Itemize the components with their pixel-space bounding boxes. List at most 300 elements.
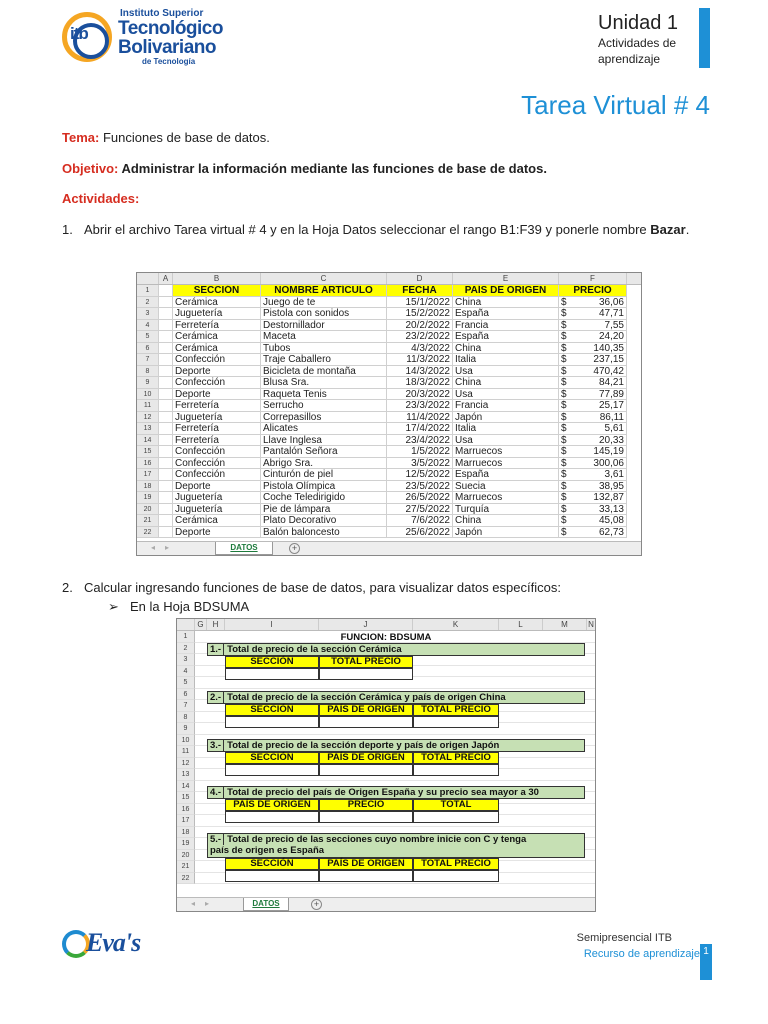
item2-number: 2. [62, 580, 73, 595]
table-cell[interactable]: Deporte [173, 527, 261, 539]
table-cell[interactable] [159, 469, 173, 481]
bullet-bdsuma [108, 597, 408, 617]
table-cell[interactable] [159, 527, 173, 539]
table-cell[interactable]: 15/1/2022 [387, 297, 453, 309]
row-number[interactable]: 17 [177, 815, 195, 827]
table-row [137, 527, 641, 539]
unit-accent-bar [699, 8, 710, 68]
q2-header-pais: PAÍS DE ORIGEN [319, 704, 413, 716]
table-cell[interactable]: Juego de te [261, 297, 387, 309]
row-number[interactable]: 18 [137, 481, 159, 493]
row-number[interactable]: 2 [177, 643, 195, 655]
table-cell[interactable]: Maceta [261, 331, 387, 343]
table-cell[interactable]: Plato Decorativo [261, 515, 387, 527]
row-number[interactable]: 21 [177, 861, 195, 873]
price-cell[interactable] [559, 527, 627, 539]
row-number[interactable]: 7 [177, 700, 195, 712]
row-number[interactable]: 4 [137, 320, 159, 332]
row-number[interactable]: 3 [137, 308, 159, 320]
table-cell[interactable]: Suecia [453, 481, 559, 493]
table-cell[interactable]: China [453, 297, 559, 309]
table-cell[interactable]: Japón [453, 412, 559, 424]
column-header-row: G H I J K L M N [177, 619, 595, 631]
currency-symbol: $ [561, 492, 567, 503]
table-row [137, 297, 641, 309]
evas-logo-text: Eva's [86, 928, 141, 957]
item1-number: 1. [62, 222, 73, 237]
unit-sub1: Actividades de [598, 36, 677, 50]
q2-header-seccion: SECCIÓN [225, 704, 319, 716]
column-header-row [137, 273, 641, 285]
objetivo-line [62, 161, 547, 176]
price-cell[interactable] [559, 515, 627, 527]
table-cell[interactable]: 3/5/2022 [387, 458, 453, 470]
datos-spreadsheet [136, 272, 642, 556]
table-cell[interactable]: 12/5/2022 [387, 469, 453, 481]
table-cell[interactable]: 20/2/2022 [387, 320, 453, 332]
table-row [137, 423, 641, 435]
currency-symbol: $ [561, 319, 567, 331]
price-value: 33,13 [598, 503, 624, 515]
table-cell[interactable]: 25/6/2022 [387, 527, 453, 539]
price-cell[interactable] [559, 412, 627, 424]
table-cell[interactable]: Cerámica [173, 515, 261, 527]
table-cell[interactable]: Japón [453, 527, 559, 539]
logo-line1: Instituto Superior [120, 8, 204, 19]
table-cell[interactable]: Usa [453, 389, 559, 401]
q2-input-pais[interactable] [319, 716, 413, 728]
table-cell[interactable]: Cerámica [173, 331, 261, 343]
price-cell[interactable] [559, 297, 627, 309]
table-row [137, 435, 641, 447]
data-rows [137, 297, 641, 539]
row-number[interactable]: 5 [137, 331, 159, 343]
table-cell[interactable] [159, 458, 173, 470]
table-cell[interactable]: 11/4/2022 [387, 412, 453, 424]
table-cell[interactable]: Serrucho [261, 400, 387, 412]
table-cell[interactable]: 18/3/2022 [387, 377, 453, 389]
price-cell[interactable] [559, 331, 627, 343]
table-row [137, 492, 641, 504]
row-number[interactable]: 18 [177, 827, 195, 839]
q2-header-total: TOTAL PRECIO [413, 704, 499, 716]
row-number[interactable]: 15 [177, 792, 195, 804]
header-nombre: NOMBRE ARTÍCULO [261, 285, 387, 297]
itb-logo [62, 6, 232, 70]
table-cell[interactable]: Bicicleta de montaña [261, 366, 387, 378]
table-cell[interactable]: Turquía [453, 504, 559, 516]
currency-symbol: $ [561, 365, 567, 377]
currency-symbol: $ [561, 411, 567, 423]
row-number[interactable]: 5 [177, 677, 195, 689]
table-cell[interactable]: Juguetería [173, 504, 261, 516]
footer-line1: Semipresencial ITB [576, 932, 672, 944]
table-cell[interactable]: China [453, 515, 559, 527]
page-number: 1 [700, 944, 712, 980]
table-cell[interactable]: 17/4/2022 [387, 423, 453, 435]
table-cell[interactable]: Pistola con sonidos [261, 308, 387, 320]
row-number[interactable]: 21 [137, 515, 159, 527]
table-cell[interactable]: Pantalón Señora [261, 446, 387, 458]
table-cell[interactable]: 14/3/2022 [387, 366, 453, 378]
price-value: 237,15 [593, 354, 624, 365]
row-number[interactable]: 12 [177, 758, 195, 770]
price-value: 77,89 [598, 388, 624, 400]
table-cell[interactable] [159, 366, 173, 378]
price-value: 38,95 [598, 480, 624, 492]
currency-symbol: $ [561, 434, 567, 446]
bullet-text: En la Hoja BDSUMA [130, 599, 250, 614]
table-cell[interactable]: Italia [453, 423, 559, 435]
footer-line2: Recurso de aprendizaje [583, 948, 700, 960]
table-cell[interactable]: China [453, 377, 559, 389]
table-cell[interactable]: Ferretería [173, 435, 261, 447]
tema-line [62, 130, 270, 145]
table-cell[interactable]: Tubos [261, 343, 387, 355]
table-cell[interactable]: China [453, 343, 559, 355]
table-cell[interactable]: Ferretería [173, 423, 261, 435]
table-cell[interactable] [159, 354, 173, 366]
row-number[interactable]: 11 [137, 400, 159, 412]
table-cell[interactable]: Raqueta Tenis [261, 389, 387, 401]
q5-header-seccion: SECCIÓN [225, 858, 319, 870]
table-row [137, 481, 641, 493]
table-row [137, 331, 641, 343]
q4-header-total: TOTAL [413, 799, 499, 811]
table-cell[interactable]: 20/3/2022 [387, 389, 453, 401]
table-cell[interactable] [159, 389, 173, 401]
row-number[interactable]: 2 [137, 297, 159, 309]
q1-input-seccion[interactable] [225, 668, 319, 680]
q4-input-pais[interactable] [225, 811, 319, 823]
currency-symbol: $ [561, 457, 567, 469]
question-3: 3.- Total de precio de la sección deporte y país de origen Japón [207, 739, 585, 752]
table-cell[interactable] [159, 308, 173, 320]
price-cell[interactable] [559, 308, 627, 320]
row-number[interactable]: 14 [137, 435, 159, 447]
table-cell[interactable]: Deporte [173, 481, 261, 493]
col-letter[interactable]: C [261, 273, 387, 284]
header-precio: PRECIO [559, 285, 627, 297]
currency-symbol: $ [561, 331, 567, 342]
row-number[interactable]: 10 [137, 389, 159, 401]
currency-symbol: $ [561, 308, 567, 319]
table-cell[interactable]: Alicates [261, 423, 387, 435]
table-cell[interactable] [159, 481, 173, 493]
q3-header-total: TOTAL PRECIO [413, 752, 499, 764]
price-value: 140,35 [593, 342, 624, 354]
currency-symbol: $ [561, 423, 567, 434]
row-number[interactable]: 19 [137, 492, 159, 504]
col-letter[interactable]: A [159, 273, 173, 284]
q3-header-seccion: SECCIÓN [225, 752, 319, 764]
row-number[interactable]: 8 [177, 712, 195, 724]
price-cell[interactable] [559, 343, 627, 355]
tab-datos[interactable]: DATOS [215, 542, 273, 555]
price-value: 45,08 [598, 515, 624, 526]
bdsuma-spreadsheet [176, 618, 596, 912]
table-cell[interactable]: Traje Caballero [261, 354, 387, 366]
price-cell[interactable] [559, 423, 627, 435]
table-cell[interactable]: Francia [453, 320, 559, 332]
table-cell[interactable]: 23/3/2022 [387, 400, 453, 412]
q3-result[interactable] [413, 764, 499, 776]
tab-nav-arrows[interactable]: ◂▸ [191, 899, 220, 908]
activity-item-2 [62, 578, 712, 598]
row-number[interactable]: 1 [177, 631, 195, 643]
price-value: 3,61 [604, 469, 624, 480]
table-cell[interactable]: 15/2/2022 [387, 308, 453, 320]
table-cell[interactable]: Deporte [173, 366, 261, 378]
price-cell[interactable] [559, 400, 627, 412]
price-cell[interactable] [559, 377, 627, 389]
price-cell[interactable] [559, 389, 627, 401]
activity-item-1 [62, 220, 712, 240]
table-cell[interactable]: España [453, 308, 559, 320]
unit-title: Unidad 1 [598, 12, 679, 34]
unit-heading [598, 12, 698, 67]
row-number[interactable]: 19 [177, 838, 195, 850]
table-cell[interactable] [159, 492, 173, 504]
table-cell[interactable]: 11/3/2022 [387, 354, 453, 366]
evas-logo [62, 928, 158, 978]
row-number[interactable]: 16 [137, 458, 159, 470]
row-number[interactable]: 22 [137, 527, 159, 539]
row-number[interactable]: 15 [137, 446, 159, 458]
row-number[interactable]: 12 [137, 412, 159, 424]
price-value: 86,11 [599, 411, 624, 423]
header-seccion: SECCIÓN [173, 285, 261, 297]
tema-label: Tema: [62, 130, 100, 145]
price-value: 25,17 [598, 400, 624, 411]
table-row [137, 354, 641, 366]
row-number[interactable]: 22 [177, 873, 195, 885]
row-number[interactable]: 9 [177, 723, 195, 735]
col-letter[interactable]: D [387, 273, 453, 284]
add-sheet-icon[interactable]: + [289, 543, 300, 554]
price-value: 47,71 [598, 308, 624, 319]
row-number[interactable]: 14 [177, 781, 195, 793]
row-number[interactable]: 20 [177, 850, 195, 862]
row-number[interactable]: 11 [177, 746, 195, 758]
table-row [137, 469, 641, 481]
price-value: 84,21 [598, 377, 624, 388]
currency-symbol: $ [561, 469, 567, 480]
add-sheet-icon[interactable]: + [311, 899, 322, 910]
table-cell[interactable]: Deporte [173, 389, 261, 401]
price-value: 24,20 [598, 331, 624, 342]
row-number[interactable]: 8 [137, 366, 159, 378]
table-cell[interactable]: Abrigo Sra. [261, 458, 387, 470]
table-cell[interactable]: Pistola Olímpica [261, 481, 387, 493]
price-value: 20,33 [598, 434, 624, 446]
row-number[interactable]: 7 [137, 354, 159, 366]
sheet-tabs [137, 541, 641, 555]
header-fecha: FECHA [387, 285, 453, 297]
table-cell[interactable]: Marruecos [453, 458, 559, 470]
currency-symbol: $ [561, 354, 567, 365]
table-row [137, 412, 641, 424]
q1-header-total: TOTAL PRECIO [319, 656, 413, 668]
q4-result[interactable] [413, 811, 499, 823]
row-number[interactable]: 16 [177, 804, 195, 816]
table-cell[interactable]: Juguetería [173, 308, 261, 320]
q4-header-pais: PAÍS DE ORIGEN [225, 799, 319, 811]
table-cell[interactable]: Usa [453, 435, 559, 447]
table-cell[interactable]: Marruecos [453, 446, 559, 458]
price-cell[interactable] [559, 435, 627, 447]
table-cell[interactable]: Italia [453, 354, 559, 366]
q2-result[interactable] [413, 716, 499, 728]
table-cell[interactable] [159, 400, 173, 412]
table-cell[interactable]: Confección [173, 458, 261, 470]
row-number[interactable]: 17 [137, 469, 159, 481]
logo-line3: Bolivariano [118, 37, 216, 58]
table-row [137, 515, 641, 527]
table-cell[interactable]: 23/2/2022 [387, 331, 453, 343]
table-cell[interactable]: Francia [453, 400, 559, 412]
col-letter[interactable]: F [559, 273, 627, 284]
table-row [137, 366, 641, 378]
table-cell[interactable]: Destornillador [261, 320, 387, 332]
table-cell[interactable]: Cerámica [173, 343, 261, 355]
q3-input-seccion[interactable] [225, 764, 319, 776]
table-cell[interactable]: Confección [173, 469, 261, 481]
table-cell[interactable]: España [453, 331, 559, 343]
q4-header-precio: PRECIO [319, 799, 413, 811]
price-cell[interactable] [559, 446, 627, 458]
q5-input-pais[interactable] [319, 870, 413, 882]
table-row [137, 343, 641, 355]
table-cell[interactable]: Blusa Sra. [261, 377, 387, 389]
table-cell[interactable]: 4/3/2022 [387, 343, 453, 355]
price-cell[interactable] [559, 354, 627, 366]
price-cell[interactable] [559, 481, 627, 493]
header-pais: PAÍS DE ORIGEN [453, 285, 559, 297]
table-cell[interactable] [159, 343, 173, 355]
table-cell[interactable]: Balón baloncesto [261, 527, 387, 539]
row-number[interactable]: 9 [137, 377, 159, 389]
q3-input-pais[interactable] [319, 764, 413, 776]
currency-symbol: $ [561, 342, 567, 354]
table-cell[interactable] [159, 412, 173, 424]
col-letter[interactable]: B [173, 273, 261, 284]
table-cell[interactable]: Cerámica [173, 297, 261, 309]
col-letter[interactable] [137, 273, 159, 284]
table-cell[interactable] [159, 446, 173, 458]
table-cell[interactable]: 7/6/2022 [387, 515, 453, 527]
col-letter[interactable]: E [453, 273, 559, 284]
table-cell[interactable]: Confección [173, 354, 261, 366]
table-row [137, 389, 641, 401]
table-cell[interactable]: Usa [453, 366, 559, 378]
table-cell[interactable] [159, 297, 173, 309]
q2-input-seccion[interactable] [225, 716, 319, 728]
question-4: 4.- Total de precio del país de Origen España y su precio sea mayor a 30 [207, 786, 585, 799]
currency-symbol: $ [561, 388, 567, 400]
currency-symbol: $ [561, 515, 567, 526]
table-cell[interactable]: Confección [173, 377, 261, 389]
tab-nav-arrows[interactable]: ◂▸ [151, 543, 180, 552]
currency-symbol: $ [561, 503, 567, 515]
table-cell[interactable]: 27/5/2022 [387, 504, 453, 516]
table-cell[interactable]: España [453, 469, 559, 481]
table-cell[interactable] [159, 377, 173, 389]
price-cell[interactable] [559, 469, 627, 481]
row-number[interactable]: 3 [177, 654, 195, 666]
q1-result[interactable] [319, 668, 413, 680]
table-cell[interactable]: 26/5/2022 [387, 492, 453, 504]
arrow-bullet-icon: ➢ [108, 599, 119, 614]
table-cell[interactable]: 23/4/2022 [387, 435, 453, 447]
table-cell[interactable] [159, 504, 173, 516]
table-cell[interactable]: Correpasillos [261, 412, 387, 424]
row-number[interactable]: 4 [177, 666, 195, 678]
price-cell[interactable] [559, 492, 627, 504]
price-cell[interactable] [559, 458, 627, 470]
price-cell[interactable] [559, 504, 627, 516]
row-number[interactable]: 10 [177, 735, 195, 747]
price-value: 5,61 [604, 423, 624, 434]
row-number[interactable]: 13 [137, 423, 159, 435]
price-value: 36,06 [598, 296, 624, 308]
task-title: Tarea Virtual # 4 [521, 90, 710, 120]
q5-input-seccion[interactable] [225, 870, 319, 882]
table-cell[interactable]: Ferretería [173, 320, 261, 332]
table-cell[interactable]: Cinturón de piel [261, 469, 387, 481]
table-cell[interactable]: 1/5/2022 [387, 446, 453, 458]
question-1: 1.- Total de precio de la sección Cerámica [207, 643, 585, 656]
row-number[interactable]: 6 [177, 689, 195, 701]
table-cell[interactable]: Llave Inglesa [261, 435, 387, 447]
table-cell[interactable]: Marruecos [453, 492, 559, 504]
currency-symbol: $ [561, 480, 567, 492]
header-row: 1 SECCIÓN NOMBRE ARTÍCULO FECHA PAÍS DE ORIGEN PRECIO [137, 285, 641, 297]
price-value: 7,55 [604, 319, 624, 331]
row-number[interactable]: 20 [137, 504, 159, 516]
table-cell[interactable]: Juguetería [173, 492, 261, 504]
table-cell[interactable]: Pie de lámpara [261, 504, 387, 516]
currency-symbol: $ [561, 296, 567, 308]
table-cell[interactable]: Confección [173, 446, 261, 458]
price-cell[interactable] [559, 320, 627, 332]
table-cell[interactable] [159, 320, 173, 332]
objetivo-text: Administrar la información mediante las funciones de base de datos. [118, 161, 547, 176]
table-cell[interactable] [159, 331, 173, 343]
item2-text: Calcular ingresando funciones de base de datos, para visualizar datos específicos: [84, 580, 561, 595]
row-number[interactable]: 6 [137, 343, 159, 355]
q3-header-pais: PAÍS DE ORIGEN [319, 752, 413, 764]
objetivo-label: Objetivo: [62, 161, 119, 176]
item1-text: Abrir el archivo Tarea virtual # 4 y en la Hoja Datos seleccionar el rango B1:F39 y ponerle nombre [84, 222, 651, 237]
price-value: 470,42 [593, 365, 624, 377]
table-cell[interactable]: 23/5/2022 [387, 481, 453, 493]
price-cell[interactable] [559, 366, 627, 378]
table-cell[interactable]: Juguetería [173, 412, 261, 424]
table-cell[interactable] [159, 515, 173, 527]
table-cell[interactable] [159, 435, 173, 447]
table-cell[interactable]: Coche Teledirigido [261, 492, 387, 504]
table-cell[interactable] [159, 423, 173, 435]
table-row [137, 504, 641, 516]
q5-result[interactable] [413, 870, 499, 882]
tab-datos[interactable]: DATOS [243, 898, 289, 911]
q4-input-precio[interactable] [319, 811, 413, 823]
currency-symbol: $ [561, 400, 567, 411]
table-cell[interactable]: Ferretería [173, 400, 261, 412]
logo-line2: Tecnológico [118, 18, 223, 39]
row-number[interactable]: 13 [177, 769, 195, 781]
